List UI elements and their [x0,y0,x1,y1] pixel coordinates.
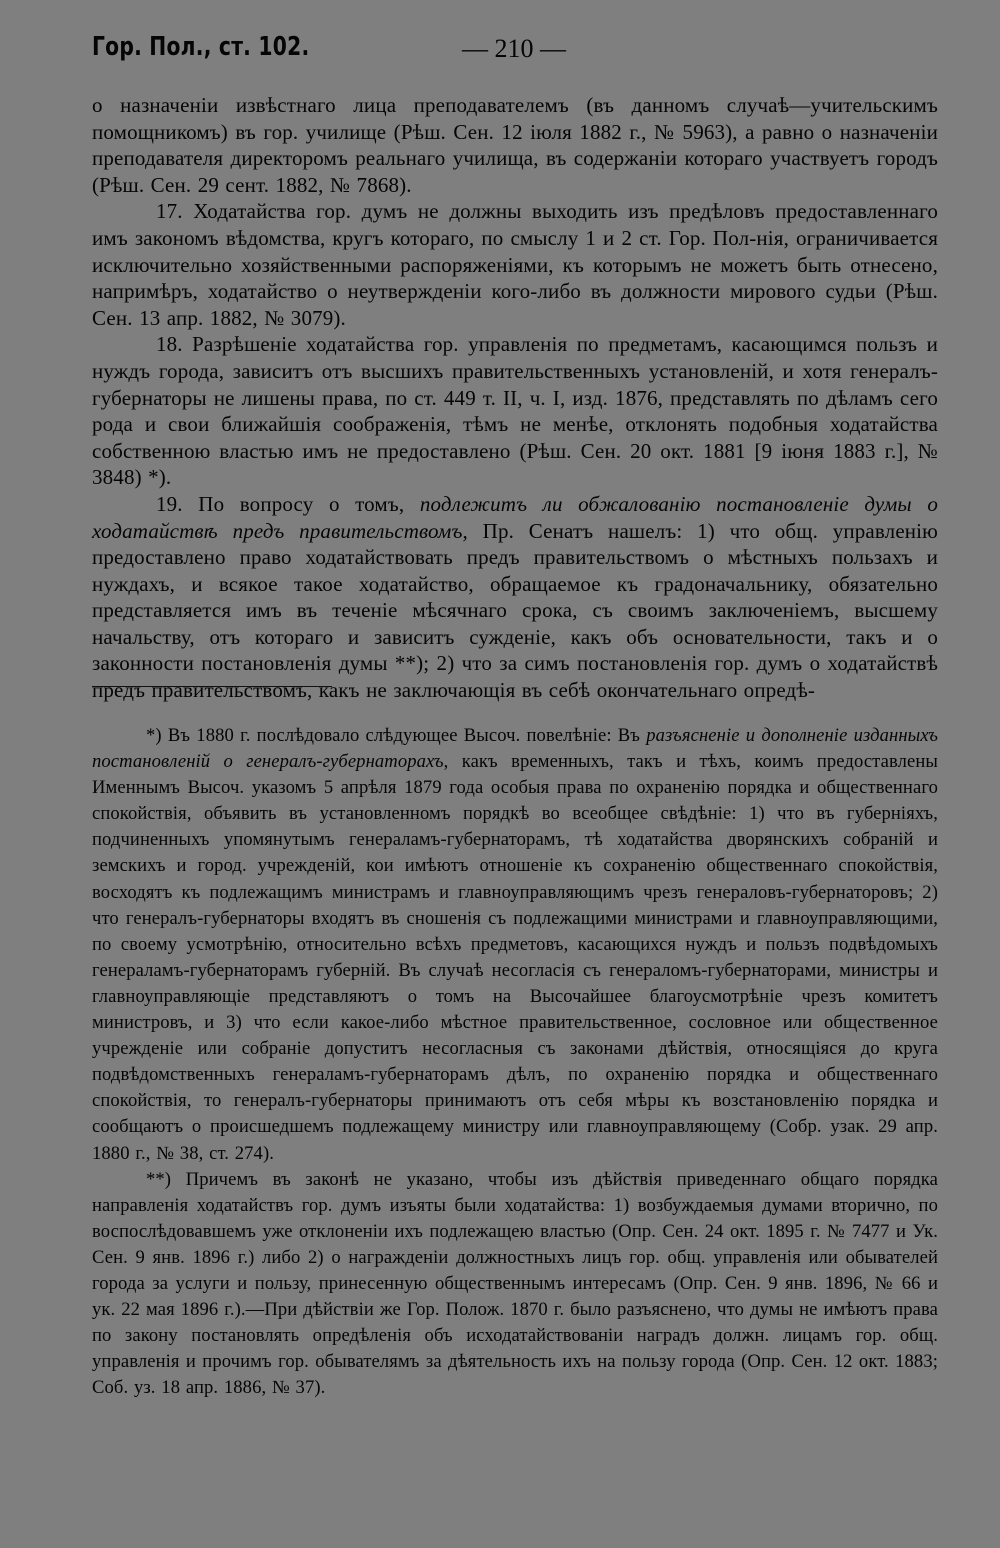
footnotes [92,723,938,1401]
footnote-2: **) Причемъ въ законѣ не указано, чтобы изъ дѣйствiя приведеннаго общаго порядка направленiя ходатайствъ гор. думъ изъяты были ходатайства: 1) возбуждаемыя думами вторично, по воспослѣдовавшемъ уже отклоненiи ихъ подлежащею властью (Опр. Сен. 24 окт. 1895 г. № 7477 и Ук. Сен. 9 янв. 1896 г.) либо 2) о награжденiи должностныхъ лицъ гор. общ. управленiя или обывателей города за услуги и пользу, принесенную общественнымъ интересамъ (Опр. Сен. 9 янв. 1896, № 66 и ук. 22 мая 1896 г.).—При дѣйствiи же Гор. Полож. 1870 г. было разъяснено, что думы не имѣютъ права по закону постановлять опредѣленiя объ исходатайствованiи наградъ должн. лицамъ гор. общ. управленiя и прочимъ гор. обывателямъ за дѣятельность ихъ на пользу города (Опр. Сен. 12 окт. 1883; Соб. уз. 18 апр. 1886, № 37). [92,1168,938,1399]
main-text [92,92,938,704]
paragraph-19-start: 19. По вопросу о томъ, [156,491,420,516]
footnote-1 [92,723,938,1167]
footnote-1-rest: , какъ временныхъ, такъ и тѣхъ, коимъ предоставлены Именнымъ Высоч. указомъ 5 апрѣля 1879 года особыя права по охраненiю порядка и общественнаго спокойствiя, объявить въ установленномъ порядкѣ во всеобщее свѣдѣнiе: 1) что въ губернiяхъ, подчиненныхъ упомянутымъ генераламъ-губернаторамъ, тѣ ходатайства дворянскихъ собранiй и земскихъ и город. учрежденiй, кои имѣютъ отношенiе къ сохраненiю общественнаго спокойствiя, восходятъ къ подлежащимъ министрамъ и главноуправляющимъ чрезъ генераловъ-губернаторовъ; 2) что генералъ-губернаторы входятъ въ сношенiя съ подлежащими министрами и главноуправляющими, по своему усмотрѣнiю, относительно всѣхъ предметовъ, касающихся нуждъ и пользъ подвѣдомыхъ генераламъ-губернаторамъ губернiй. Въ случаѣ несогласiя съ генераломъ-губернаторами, министры и главноуправляющiе представляютъ о томъ на Высочайшее благоусмотрѣнiе чрезъ комитетъ министровъ, и 3) что если какое-либо мѣстное правительственное, сословное или общественное учрежденiе или собранiе допуститъ несогласныя съ законами дѣйствiя, относящiяся до круга подвѣдомственныхъ генераламъ-губернаторамъ дѣлъ, по охраненiю порядка и общественнаго спокойствiя, то генералъ-губернаторы принимаютъ отъ себя мѣры къ возстановленiю порядка и сообщаютъ о происшедшемъ подлежащему министру или главноуправляющему (Собр. узак. 29 апр. 1880 г., № 38, ст. 274). [92,751,939,1164]
footnote-1-italic: разъясненiе и дополненiе изданныхъ постановленiй о генералъ-губернаторахъ [92,725,939,773]
paragraph-19-italic: подлежитъ ли обжалованiю постановленiе думы о ходатайствѣ предъ правительствомъ [92,491,938,543]
paragraph-18: 18. Разрѣшенiе ходатайства гор. управленiя по предметамъ, касающимся пользъ и нуждъ города, зависитъ отъ высшихъ правительственныхъ установленiй, и хотя генералъ-губернаторы не лишены права, по ст. 449 т. II, ч. I, изд. 1876, представлять по дѣламъ сего рода и свои ближайшiя соображенiя, тѣмъ не менѣе, отклонять подобныя ходатайства собственною властью имъ не предоставлено (Рѣш. Сен. 20 окт. 1881 [9 iюня 1883 г.], № 3848) *). [92,332,938,490]
page-number: — 210 — [462,34,566,63]
paragraph-19-rest: , Пр. Сенатъ нашелъ: 1) что общ. управленiю предоставлено право ходатайствовать предъ правительствомъ о мѣстныхъ пользахъ и нуждахъ, и всякое такое ходатайство, обращаемое къ градоначальнику, обязательно представляется имъ въ теченiе мѣсячнаго срока, съ своимъ заключенiемъ, высшему начальству, отъ котораго и зависитъ сужденiе, какъ объ основательности, такъ и о законности постановленiя думы **); 2) что за симъ постановленiя гор. думъ о ходатайствѣ предъ правительствомъ, какъ не заключающiя въ себѣ окончательнаго опредѣ- [92,518,938,703]
page-header [92,30,938,70]
running-head: Гор. Пол., ст. 102. [92,32,310,62]
paragraph-17: 17. Ходатайства гор. думъ не должны выходить изъ предѣловъ предоставленнаго имъ закономъ вѣдомства, кругъ котораго, по смыслу 1 и 2 ст. Гор. Пол-нiя, ограничивается исключительно хозяйственными распоряженiями, къ которымъ не можетъ быть отнесено, напримѣръ, ходатайство о неутвержденiи кого-либо въ должности мирового судьи (Рѣш. Сен. 13 апр. 1882, № 3079). [92,199,938,330]
footnote-divider [92,686,332,687]
paragraph-19 [92,491,938,704]
footnote-1-start: *) Въ 1880 г. послѣдовало слѣдующее Высоч. повелѣнiе: Въ [146,725,647,746]
paragraph-continuation: о назначенiи извѣстнаго лица преподавателемъ (въ данномъ случаѣ—учительскимъ помощникомъ) въ гор. училище (Рѣш. Сен. 12 iюля 1882 г., № 5963), а равно о назначенiи преподавателя директоромъ реальнаго училища, въ содержанiи котораго участвуетъ городъ (Рѣш. Сен. 29 сент. 1882, № 7868). [92,93,938,197]
